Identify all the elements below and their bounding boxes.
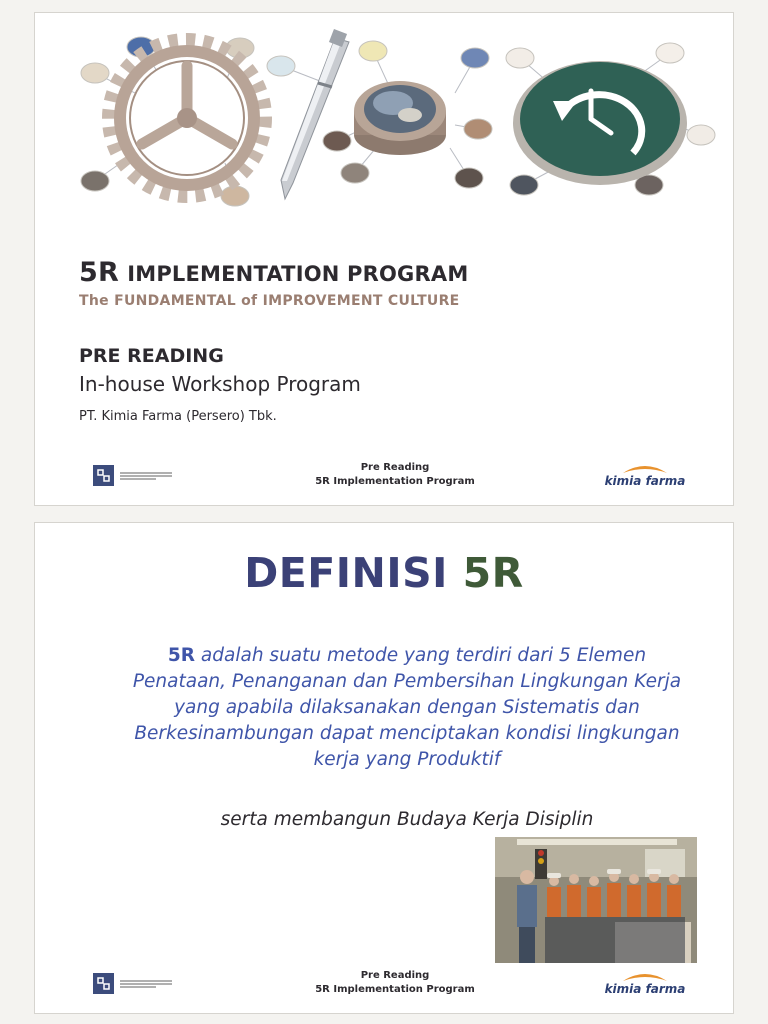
pqm-logo-wordmark — [120, 471, 172, 481]
brand-name: kimia farma — [604, 474, 686, 488]
pqm-logo-wordmark — [120, 979, 172, 989]
pqm-logo-icon — [93, 465, 114, 486]
title-5r: 5R — [79, 257, 119, 288]
node-dot — [687, 125, 715, 145]
title-rest: IMPLEMENTATION PROGRAM — [127, 262, 469, 286]
node-dot — [323, 131, 351, 151]
definition-body: adalah suatu metode yang terdiri dari 5 Elemen Penataan, Penanganan dan Pembersihan Lingkungan Kerja yang apabila dilaksanakan dengan Sistematis dan Berkesinambungan dapat menciptakan kondisi lingkungan kerja yang Produktif — [132, 645, 682, 770]
node-dot — [359, 41, 387, 61]
node-dot — [464, 119, 492, 139]
node-dot — [81, 63, 109, 83]
node-dot — [506, 48, 534, 68]
definition-text-2: serta membangun Budaya Kerja Disiplin — [220, 809, 594, 830]
definition-lead: 5R — [167, 645, 196, 666]
node-dot — [510, 175, 538, 195]
slide-cover — [34, 12, 734, 506]
kimia-farma-arc-icon — [621, 461, 669, 475]
gear-icon — [111, 42, 263, 194]
definition-text — [123, 643, 691, 773]
definition-title-accent: 5R — [462, 549, 524, 597]
footer-line1: Pre Reading — [360, 970, 430, 981]
kimia-farma-logo — [603, 461, 687, 491]
workers-photo — [495, 837, 697, 963]
footer-caption — [275, 461, 515, 489]
node-dot — [267, 56, 295, 76]
clock-icon — [513, 61, 687, 185]
globe-icon — [354, 81, 446, 155]
footer-caption — [275, 969, 515, 997]
pen-icon — [281, 29, 349, 199]
footer-line1: Pre Reading — [360, 462, 430, 473]
node-dot — [221, 186, 249, 206]
pqm-logo-icon — [93, 973, 114, 994]
node-dot — [341, 163, 369, 183]
kimia-farma-logo — [603, 969, 687, 999]
definition-title-main: DEFINISI — [244, 549, 448, 597]
program-subtitle: The FUNDAMENTAL of IMPROVEMENT CULTURE — [79, 293, 460, 309]
definition-title — [35, 549, 733, 597]
slide-footer — [35, 969, 733, 1001]
node-dot — [455, 168, 483, 188]
brand-name: kimia farma — [604, 982, 686, 996]
program-title — [79, 257, 468, 288]
kimia-farma-arc-icon — [621, 969, 669, 983]
improvement-illustration — [35, 13, 734, 233]
slide-footer — [35, 461, 733, 493]
company-name: PT. Kimia Farma (Persero) Tbk. — [79, 409, 277, 424]
footer-line2: 5R Implementation Program — [315, 476, 475, 487]
pqm-logo — [93, 465, 172, 486]
pre-reading-heading: PRE READING — [79, 345, 224, 367]
node-dot — [656, 43, 684, 63]
node-dot — [461, 48, 489, 68]
footer-line2: 5R Implementation Program — [315, 984, 475, 995]
slide-definition — [34, 522, 734, 1014]
pqm-logo — [93, 973, 172, 994]
node-dot — [81, 171, 109, 191]
workshop-line: In-house Workshop Program — [79, 372, 361, 396]
